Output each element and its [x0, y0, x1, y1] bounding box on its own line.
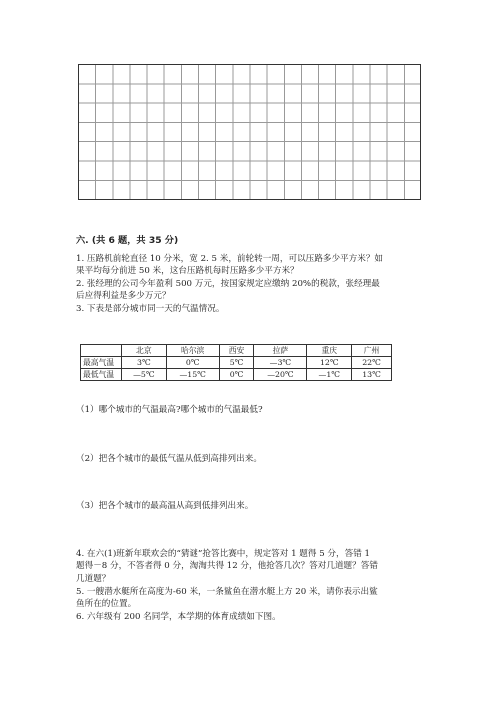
question-2-line-2: 后应得利益是多少万元？ [76, 291, 171, 301]
question-3-sub-1: （1）哪个城市的气温最高?哪个城市的气温最低? [76, 405, 263, 415]
question-3-sub-3: （3）把各个城市的最高温从高到低排列出来。 [76, 501, 254, 511]
city-header: 重庆 [307, 345, 352, 357]
section-heading: 六. (共 6 题，共 35 分) [76, 235, 179, 246]
question-5-line-2: 鱼所在的位置。 [76, 599, 137, 609]
table-cell: —3℃ [254, 357, 307, 369]
question-4-line-3: 几道题？ [76, 574, 111, 584]
table-cell: 12℃ [307, 357, 352, 369]
question-5-line-1: 5. 一艘潜水艇所在高度为-60 米，一条鲨鱼在潜水艇上方 20 米，请你表示出鲨 [76, 587, 378, 597]
table-cell: —1℃ [307, 369, 352, 381]
table-cell: 3℃ [122, 357, 167, 369]
question-3-sub-2: （2）把各个城市的最低气温从低到高排列出来。 [76, 454, 262, 464]
table-cell: 5℃ [219, 357, 254, 369]
question-1-line-2: 果平均每分前进 50 米，这台压路机每时压路多少平方米？ [76, 266, 299, 276]
table-cell: —5℃ [122, 369, 167, 381]
question-4-line-2: 题得－8 分，不答者得 0 分，淘淘共得 12 分，他抢答几次？答对几道题？答错 [76, 561, 378, 571]
table-cell: 0℃ [219, 369, 254, 381]
table-row [81, 357, 392, 369]
temperature-table [80, 344, 392, 381]
table-cell: 22℃ [352, 357, 392, 369]
question-4-line-1: 4. 在六(1)班新年联欢会的“猜谜”抢答比赛中，规定答对 1 题得 5 分，答错 1 [76, 549, 370, 559]
question-1-line-1: 1. 压路机前轮直径 10 分米，宽 2. 5 米，前轮转一周，可以压路多少平方米？如 [76, 254, 384, 264]
writing-grid [78, 64, 421, 200]
city-header: 北京 [122, 345, 167, 357]
table-cell: 0℃ [166, 357, 219, 369]
question-3: 3. 下表是部分城市同一天的气温情况。 [76, 304, 225, 314]
row-label: 最低气温 [81, 369, 122, 381]
city-header: 广州 [352, 345, 392, 357]
row-label: 最高气温 [81, 357, 122, 369]
table-header-row [81, 345, 392, 357]
city-header: 西安 [219, 345, 254, 357]
table-corner-cell [81, 345, 122, 357]
table-row [81, 369, 392, 381]
question-2-line-1: 2. 张经理的公司今年盈利 500 万元，按国家规定应缴纳 20%的税款，张经理最 [76, 279, 380, 289]
city-header: 拉萨 [254, 345, 307, 357]
table-cell: —20℃ [254, 369, 307, 381]
table-cell: —15℃ [166, 369, 219, 381]
city-header: 哈尔滨 [166, 345, 219, 357]
table-cell: 13℃ [352, 369, 392, 381]
question-6: 6. 六年级有 200 名同学，本学期的体育成绩如下图。 [76, 612, 281, 622]
